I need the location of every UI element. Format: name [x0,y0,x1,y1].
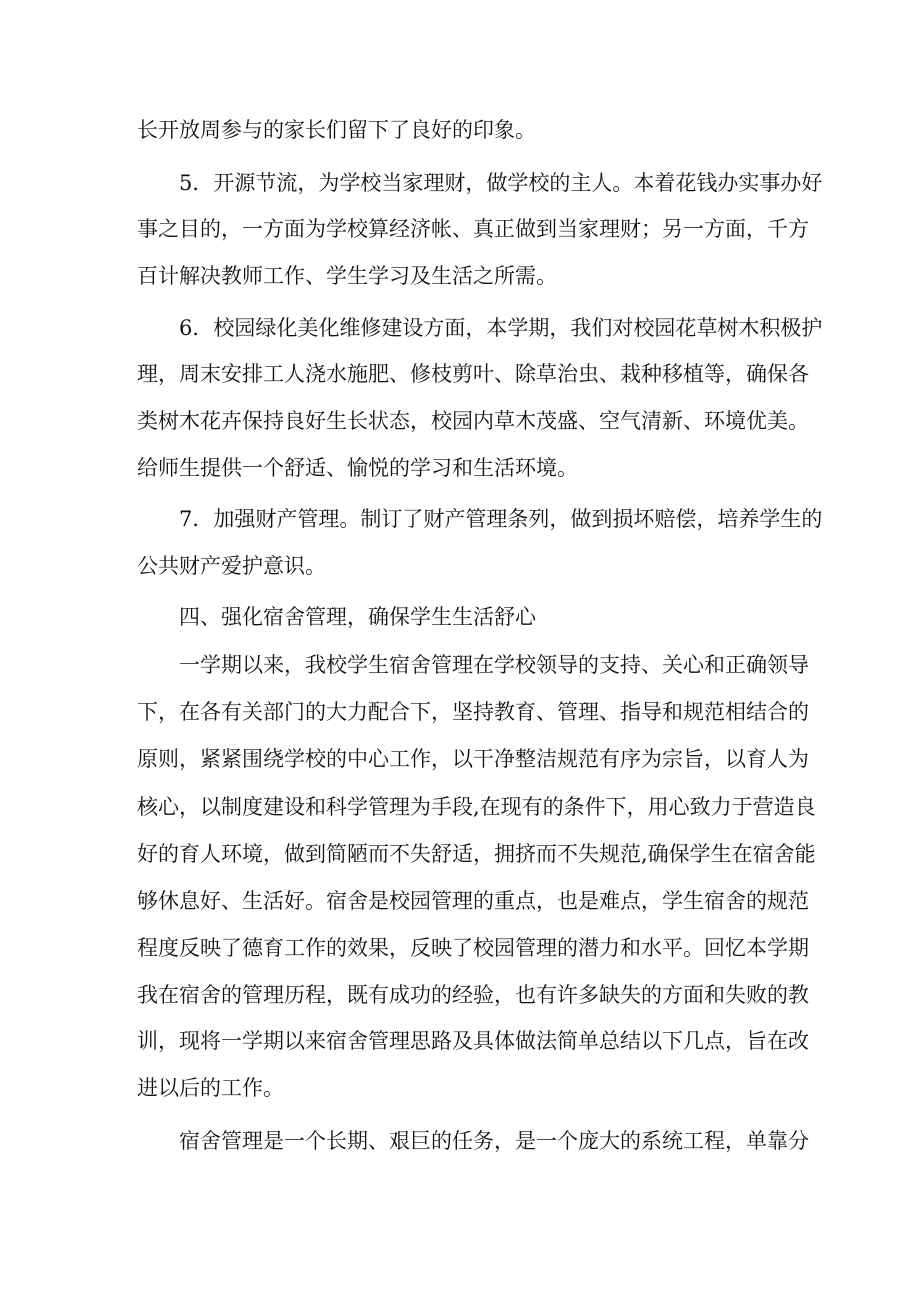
text-line: 一学期以来，我校学生宿舍管理在学校领导的支持、关心和正确领导 [179,653,809,677]
text-line: 宿舍管理是一个长期、艰巨的任务，是一个庞大的系统工程，单靠分 [179,1129,809,1153]
text-line: 够休息好、生活好。宿舍是校园管理的重点，也是难点，学生宿舍的规范 [137,889,809,913]
text-line: 进以后的工作。 [137,1076,284,1100]
text-line: 理，周末安排工人浇水施肥、修枝剪叶、除草治虫、栽种移植等，确保各 [137,362,809,386]
text-line: 下，在各有关部门的大力配合下，坚持教育、管理、指导和规范相结合的 [137,700,809,724]
text-line: 训，现将一学期以来宿舍管理思路及具体做法简单总结以下几点，旨在改 [137,1029,809,1053]
text-line: 长开放周参与的家长们留下了良好的印象。 [137,118,536,142]
text-line: 7．加强财产管理。制订了财产管理条列，做到损坏赔偿，培养学生的 [179,507,823,531]
section-heading: 四、强化宿舍管理，确保学生生活舒心 [179,605,536,629]
text-line: 类树木花卉保持良好生长状态，校园内草木茂盛、空气清新、环境优美。 [137,409,809,433]
text-line: 事之目的，一方面为学校算经济帐、真正做到当家理财；另一方面，千方 [137,217,809,241]
text-line: 我在宿舍的管理历程，既有成功的经验，也有许多缺失的方面和失败的教 [137,983,809,1007]
text-line: 程度反映了德育工作的效果，反映了校园管理的潜力和水平。回忆本学期 [137,936,809,960]
text-line: 原则，紧紧围绕学校的中心工作，以干净整洁规范有序为宗旨，以育人为 [137,747,809,771]
text-line: 5．开源节流，为学校当家理财，做学校的主人。本着花钱办实事办好 [179,171,823,195]
text-line: 6．校园绿化美化维修建设方面，本学期，我们对校园花草树木积极护 [179,316,823,340]
text-line: 给师生提供一个舒适、愉悦的学习和生活环境。 [137,456,578,480]
text-line: 百计解决教师工作、学生学习及生活之所需。 [137,264,557,288]
text-line: 公共财产爱护意识。 [137,554,326,578]
text-line: 核心，以制度建设和科学管理为手段,在现有的条件下，用心致力于营造良 [137,795,816,819]
text-line: 好的育人环境，做到简陋而不失舒适，拥挤而不失规范,确保学生在宿舍能 [137,842,816,866]
